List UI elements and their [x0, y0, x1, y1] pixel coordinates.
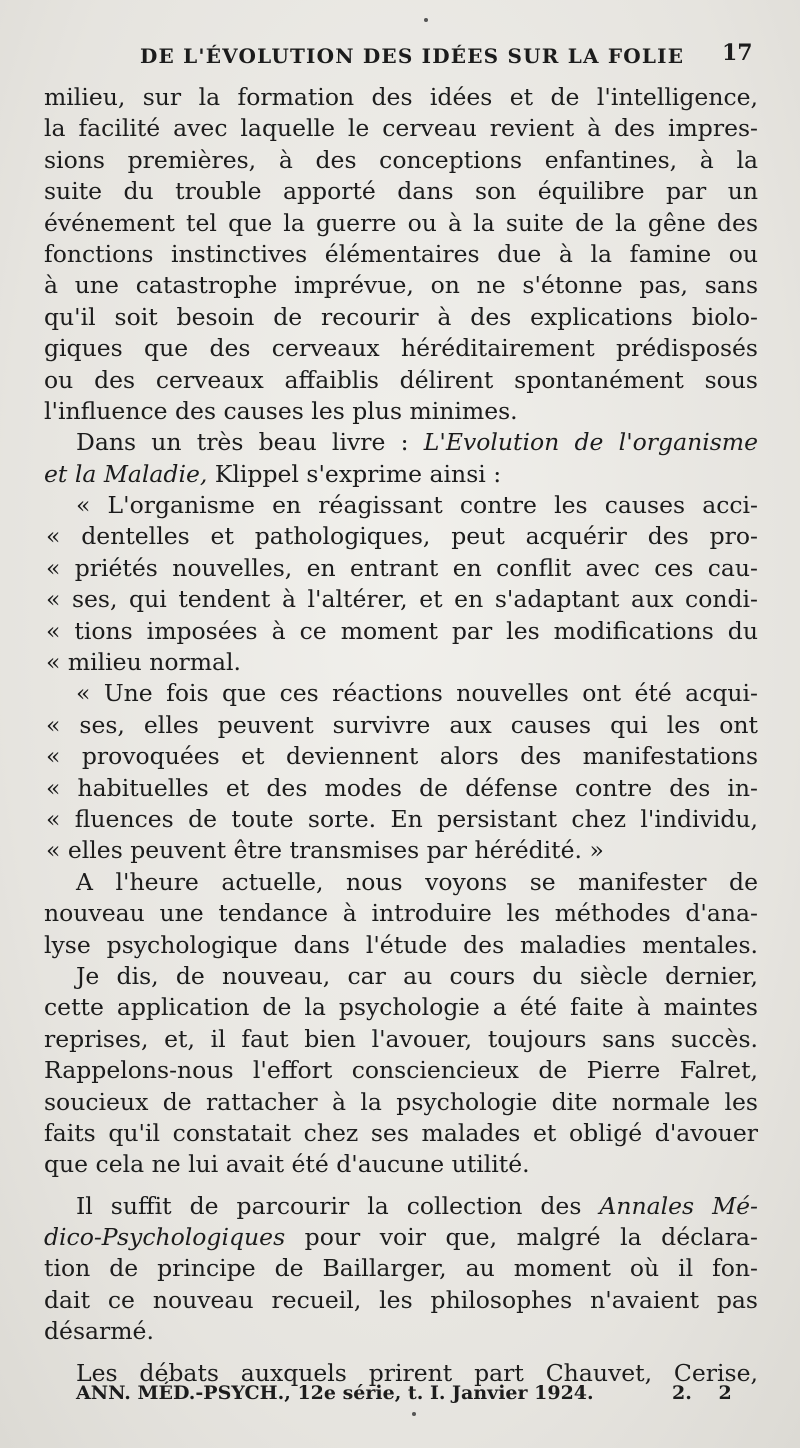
text-line [44, 459, 758, 490]
book-title: L'Evolution de l'organisme [423, 428, 758, 457]
text-line: milieu, sur la formation des idées et de l'intelligence, [44, 83, 758, 111]
journal-title: dico-Psychologiques [44, 1223, 286, 1252]
page-number: 17 [722, 40, 753, 66]
text-line: Je dis, de nouveau, car au cours du siècle dernier, [76, 961, 758, 990]
quote-line: « milieu normal. [46, 648, 241, 677]
text-line: nouveau une tendance à introduire les méthodes d'ana- [44, 899, 758, 928]
text-fragment: Klippel s'exprime ainsi : [207, 459, 502, 488]
text-line: lyse psychologique dans l'étude des maladies mentales. [44, 930, 758, 959]
quote-line: « Une fois que ces réactions nouvelles ont été acqui- [76, 679, 758, 708]
quote-line: « elles peuvent être transmises par hérédité. » [46, 836, 604, 865]
text-line: sions premières, à des conceptions enfantines, à la [44, 145, 758, 174]
journal-title: Annales Mé- [599, 1191, 758, 1220]
running-title: DE L'ÉVOLUTION DES IDÉES SUR LA FOLIE [140, 44, 685, 68]
text-line: désarmé. [44, 1317, 154, 1346]
text-line: l'influence des causes les plus minimes. [44, 396, 518, 425]
text-line: faits qu'il constatait chez ses malades et obligé d'avouer [44, 1118, 758, 1147]
quote-line: « tions imposées à ce moment par les modifications du [46, 616, 758, 645]
text-line: fonctions instinctives élémentaires due à la famine ou [44, 239, 758, 268]
quote-line: « habituelles et des modes de défense contre des in- [46, 773, 758, 802]
text-line: tion de principe de Baillarger, au moment où il fon- [44, 1254, 758, 1283]
page-footer [0, 1380, 800, 1410]
signature-mark: 2. 2 [672, 1382, 732, 1404]
text-line: ou des cerveaux affaiblis délirent spontanément sous [44, 365, 758, 394]
running-head [0, 40, 800, 70]
text-line: giques que des cerveaux héréditairement prédisposés [44, 334, 758, 363]
body-text [44, 82, 758, 1389]
quote-line: « L'organisme en réagissant contre les causes acci- [76, 491, 758, 520]
text-line: que cela ne lui avait été d'aucune utilité. [44, 1150, 530, 1179]
page-mark [412, 1412, 416, 1416]
text-line: soucieux de rattacher à la psychologie dite normale les [44, 1087, 758, 1116]
text-line: reprises, et, il faut bien l'avouer, toujours sans succès. [44, 1024, 758, 1053]
text-line: dait ce nouveau recueil, les philosophes n'avaient pas [44, 1285, 758, 1314]
text-line: qu'il soit besoin de recourir à des explications biolo- [44, 302, 758, 331]
text-line: Rappelons-nous l'effort consciencieux de Pierre Falret, [44, 1056, 758, 1085]
quote-line: « provoquées et deviennent alors des manifestations [46, 742, 758, 771]
text-fragment: Dans un très beau livre : [76, 428, 424, 457]
quote-line: « dentelles et pathologiques, peut acquérir des pro- [46, 522, 758, 551]
text-line: Les débats auxquels prirent part Chauvet, Cerise, [76, 1358, 758, 1387]
page-mark [424, 18, 428, 22]
text-line: cette application de la psychologie a été faite à maintes [44, 993, 758, 1022]
footer-citation: ANN. MÉD.-PSYCH., 12e série, t. I. Janvier 1924. [76, 1382, 594, 1404]
quote-line: « fluences de toute sorte. En persistant chez l'individu, [46, 804, 758, 833]
text-line [44, 427, 758, 458]
text-fragment: pour voir que, malgré la déclara- [285, 1223, 758, 1252]
quote-line: « ses, elles peuvent survivre aux causes qui les ont [46, 710, 758, 739]
quote-line: « priétés nouvelles, en entrant en conflit avec ces cau- [46, 553, 758, 582]
text-line: suite du trouble apporté dans son équilibre par un [44, 177, 758, 206]
text-line: la facilité avec laquelle le cerveau revient à des impres- [44, 114, 758, 143]
text-line [44, 1191, 758, 1222]
text-fragment: Il suffit de parcourir la collection des [76, 1191, 600, 1220]
text-line: A l'heure actuelle, nous voyons se manifester de [76, 867, 758, 896]
quote-line: « ses, qui tendent à l'altérer, et en s'adaptant aux condi- [46, 585, 758, 614]
text-line: événement tel que la guerre ou à la suite de la gêne des [44, 208, 758, 237]
text-line [44, 1222, 758, 1253]
book-title: et la Maladie, [44, 459, 208, 488]
text-line: à une catastrophe imprévue, on ne s'étonne pas, sans [44, 271, 758, 300]
